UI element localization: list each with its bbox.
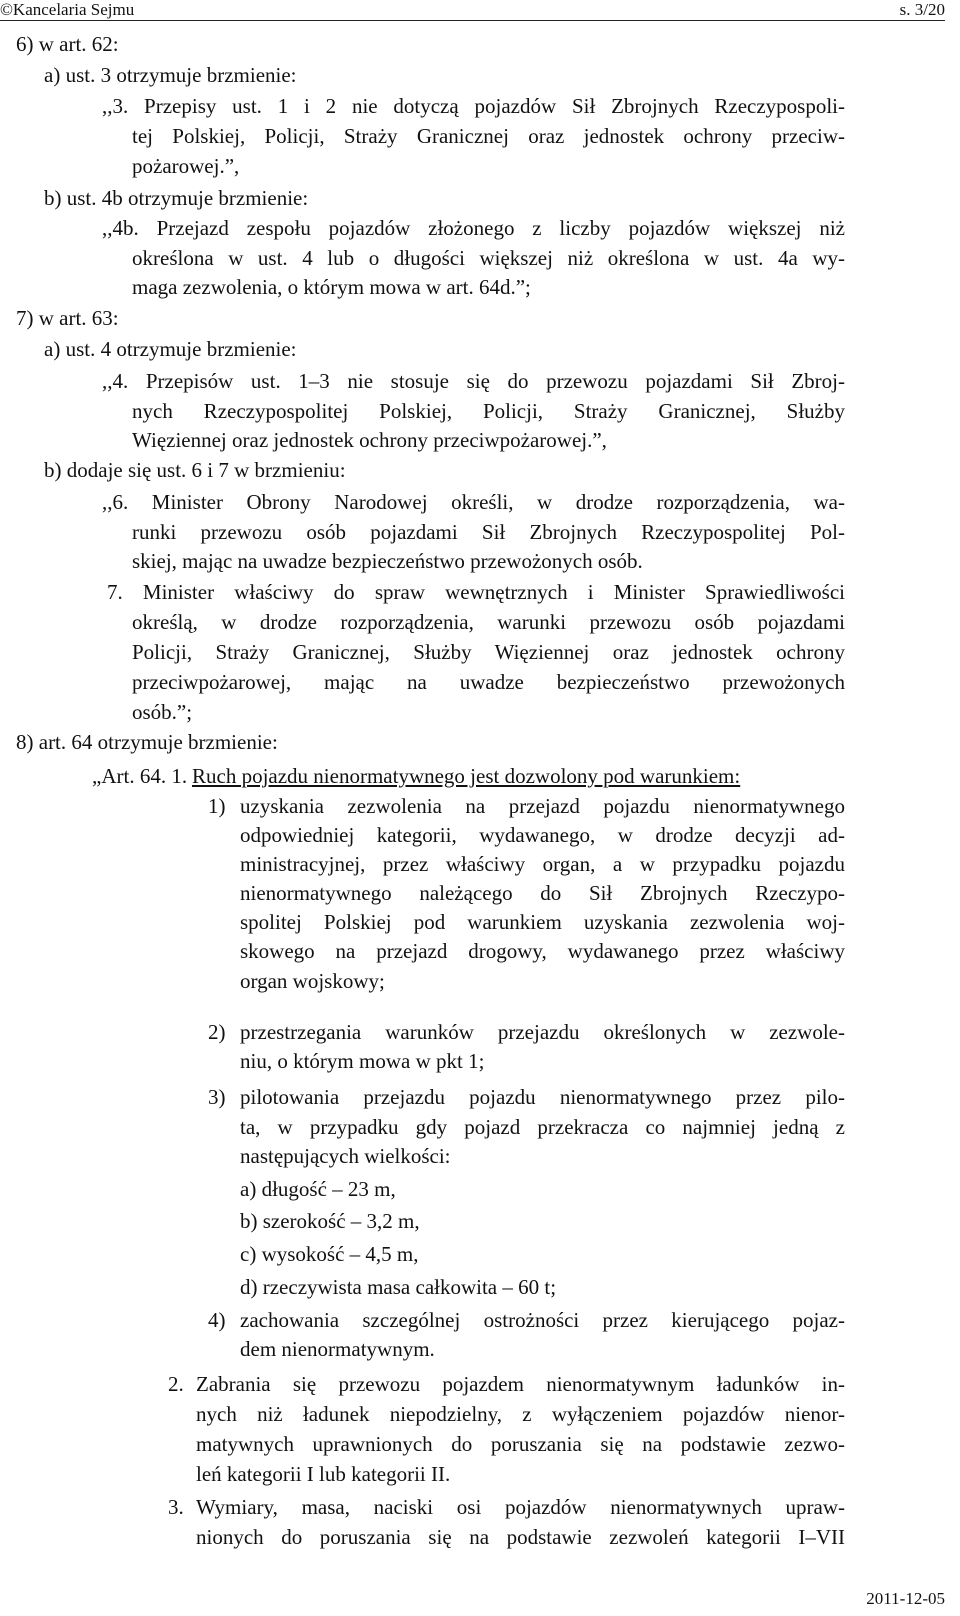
- text-line: nienormatywnego należącego do Sił Zbrojnych Rzeczypo-: [240, 881, 845, 905]
- text-line: Zabrania się przewozu pojazdem nienormatywnym ładunków in-: [196, 1372, 845, 1396]
- text-line: a) ust. 3 otrzymuje brzmienie:: [44, 63, 297, 87]
- page-header: [0, 0, 960, 22]
- text-line: Ruch pojazdu nienormatywnego jest dozwolony pod warunkiem:: [192, 764, 741, 788]
- text-line: c) wysokość – 4,5 m,: [240, 1242, 419, 1266]
- text-line: przeciwpożarowej, mając na uwadze bezpieczeństwo przewożonych: [132, 670, 845, 694]
- text-line: nionych do poruszania się na podstawie zezwoleń kategorii I–VII: [196, 1525, 845, 1549]
- text-line: ,,4. Przepisów ust. 1–3 nie stosuje się do przewozu pojazdami Sił Zbroj-: [102, 369, 845, 393]
- section-number: 3.: [168, 1495, 184, 1519]
- text-line: b) dodaje się ust. 6 i 7 w brzmieniu:: [44, 458, 346, 482]
- text-line: pożarowej.”,: [132, 154, 240, 178]
- text-line: d) rzeczywista masa całkowita – 60 t;: [240, 1275, 557, 1299]
- point-number: 1): [208, 794, 226, 818]
- text-line: a) ust. 4 otrzymuje brzmienie:: [44, 337, 297, 361]
- text-line: ministracyjnej, przez właściwy organ, a w przypadku pojazdu: [240, 852, 845, 876]
- text-line: dem nienormatywnym.: [240, 1337, 435, 1361]
- text-line: określona w ust. 4 lub o długości większej niż określona w ust. 4a wy-: [132, 246, 845, 270]
- text-line: określą, w drodze rozporządzenia, warunki przewozu osób pojazdami: [132, 610, 845, 634]
- text-line: 8) art. 64 otrzymuje brzmienie:: [16, 730, 278, 754]
- text-line: b) szerokość – 3,2 m,: [240, 1209, 420, 1233]
- article-number: „Art. 64. 1.: [92, 764, 188, 788]
- text-line: Policji, Straży Granicznej, Służby Więziennej oraz jednostek ochrony: [132, 640, 845, 664]
- text-line: następujących wielkości:: [240, 1144, 451, 1168]
- text-line: osób.”;: [132, 700, 193, 724]
- text-line: niu, o którym mowa w pkt 1;: [240, 1049, 485, 1073]
- text-line: ,,6. Minister Obrony Narodowej określi, w drodze rozporządzenia, wa-: [102, 490, 845, 514]
- text-line: skiej, mając na uwadze bezpieczeństwo przewożonych osób.: [132, 549, 643, 573]
- text-line: runki przewozu osób pojazdami Sił Zbrojnych Rzeczypospolitej Pol-: [132, 520, 845, 544]
- text-line: 6) w art. 62:: [16, 32, 119, 56]
- point-number: 2): [208, 1020, 226, 1044]
- text-line: tej Polskiej, Policji, Straży Granicznej oraz jednostek ochrony przeciw-: [132, 124, 845, 148]
- text-line: a) długość – 23 m,: [240, 1177, 396, 1201]
- text-line: zachowania szczególnej ostrożności przez kierującego pojaz-: [240, 1308, 845, 1332]
- text-line: ,,4b. Przejazd zespołu pojazdów złożonego z liczby pojazdów większej niż: [102, 216, 845, 240]
- header-rule: [0, 20, 945, 21]
- header-publisher: ©Kancelaria Sejmu: [0, 0, 135, 19]
- text-line: odpowiedniej kategorii, wydawanego, w drodze decyzji ad-: [240, 823, 845, 847]
- text-line: matywnych uprawnionych do poruszania się na podstawie zezwo-: [196, 1432, 845, 1456]
- text-line: uzyskania zezwolenia na przejazd pojazdu nienormatywnego: [240, 794, 845, 818]
- section-number: 2.: [168, 1372, 184, 1396]
- text-line: pilotowania przejazdu pojazdu nienormatywnego przez pilo-: [240, 1085, 845, 1109]
- text-line: ,,3. Przepisy ust. 1 i 2 nie dotyczą pojazdów Sił Zbrojnych Rzeczypospoli-: [102, 94, 845, 118]
- header-page-number: s. 3/20: [899, 0, 945, 19]
- text-line: leń kategorii I lub kategorii II.: [196, 1462, 451, 1486]
- text-line: nych niż ładunek niepodzielny, z wyłączeniem pojazdów nienor-: [196, 1402, 845, 1426]
- text-line: skowego na przejazd drogowy, wydawanego przez właściwy: [240, 939, 845, 963]
- footer-date: 2011-12-05: [866, 1589, 945, 1608]
- text-line: b) ust. 4b otrzymuje brzmienie:: [44, 186, 309, 210]
- text-line: spolitej Polskiej pod warunkiem uzyskania zezwolenia woj-: [240, 910, 845, 934]
- text-line: Więziennej oraz jednostek ochrony przeciwpożarowej.”,: [132, 428, 607, 452]
- point-number: 4): [208, 1308, 226, 1332]
- text-line: 7. Minister właściwy do spraw wewnętrznych i Minister Sprawiedliwości: [107, 580, 845, 604]
- point-number: 3): [208, 1085, 226, 1109]
- text-line: ta, w przypadku gdy pojazd przekracza co najmniej jedną z: [240, 1115, 845, 1139]
- text-line: organ wojskowy;: [240, 969, 385, 993]
- text-line: Wymiary, masa, naciski osi pojazdów nienormatywnych upraw-: [196, 1495, 845, 1519]
- text-line: maga zezwolenia, o którym mowa w art. 64d.”;: [132, 275, 531, 299]
- text-line: przestrzegania warunków przejazdu określonych w zezwole-: [240, 1020, 845, 1044]
- text-line: nych Rzeczypospolitej Polskiej, Policji, Straży Granicznej, Służby: [132, 399, 845, 423]
- text-line: 7) w art. 63:: [16, 306, 119, 330]
